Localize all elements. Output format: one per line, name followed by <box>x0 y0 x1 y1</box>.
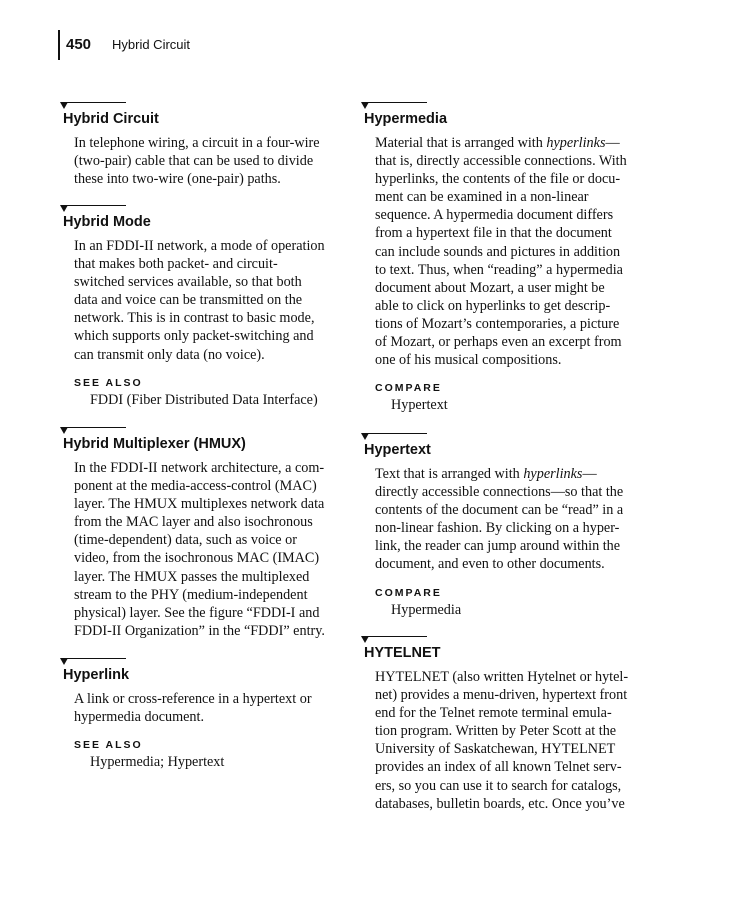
definition-line: data and voice can be transmitted on the <box>74 292 303 309</box>
definition-line: of Mozart, or perhaps even an excerpt from <box>375 334 622 351</box>
entry-term: HYTELNET <box>364 645 441 661</box>
definition-line: link, the reader can jump around within the <box>375 538 621 555</box>
entry-marker-icon <box>361 431 431 441</box>
definition-line: Text that is arranged with hyperlinks— <box>375 466 597 482</box>
definition-line: ment can be examined in a non-linear <box>375 189 589 206</box>
definition-line: tions of Mozart’s contemporaries, a picture <box>375 315 620 332</box>
definition-line: layer. The HMUX multiplexes network data <box>74 496 325 513</box>
definition-line: document, and even to other documents. <box>375 556 605 573</box>
entry-marker-icon <box>361 100 431 110</box>
entry-definition <box>375 465 623 574</box>
entry-hytelnet <box>361 634 628 813</box>
entry-definition <box>74 459 325 640</box>
page-number: 450 <box>66 36 92 53</box>
definition-line: provides an index of all known Telnet serv- <box>375 759 622 776</box>
definition-line: which supports only packet-switching and <box>74 328 314 345</box>
definition-line: sequence. A hypermedia document differs <box>375 207 614 224</box>
definition-line: video, from the isochronous MAC (IMAC) <box>74 550 320 567</box>
entry-hybrid-mode <box>60 203 325 409</box>
definition-line: tion program. Written by Peter Scott at the <box>375 723 617 740</box>
definition-line: In the FDDI-II network architecture, a com- <box>74 460 325 476</box>
definition-line: FDDI-II Organization” in the “FDDI” entry. <box>74 622 325 639</box>
see-also-reference: Hypermedia; Hypertext <box>90 754 225 771</box>
definition-line: directly accessible connections—so that the <box>375 484 624 501</box>
entry-hypermedia <box>361 100 627 414</box>
entry-marker-icon <box>60 100 130 110</box>
definition-line: contents of the document can be “read” in a <box>375 502 624 519</box>
definition-line: able to click on hyperlinks to get descrip- <box>375 297 611 314</box>
entry-definition <box>74 690 312 726</box>
definition-line: that makes both packet- and circuit- <box>74 256 278 273</box>
entry-marker-icon <box>60 656 130 666</box>
definition-line: net) provides a menu-driven, hypertext front <box>375 687 628 704</box>
entry-marker-icon <box>361 634 431 644</box>
entry-definition <box>375 668 628 813</box>
definition-line: University of Saskatchewan, HYTELNET <box>375 741 616 758</box>
entry-marker-icon <box>60 425 130 435</box>
compare-label: COMPARE <box>375 382 442 395</box>
entry-marker-icon <box>60 203 130 213</box>
definition-line: can include sounds and pictures in addition <box>375 243 621 260</box>
definition-line: can transmit only data (no voice). <box>74 346 265 363</box>
definition-line: HYTELNET (also written Hytelnet or hytel- <box>375 669 629 685</box>
header-rule <box>58 30 60 60</box>
definition-line: to text. Thus, when “reading” a hypermedia <box>375 261 623 278</box>
italic-term: hyperlinks <box>523 466 583 482</box>
entry-definition <box>375 134 627 369</box>
definition-line: that is, directly accessible connections. With <box>375 153 627 170</box>
definition-line: stream to the PHY (medium-independent <box>74 586 308 603</box>
definition-line: physical) layer. See the figure “FDDI-I and <box>74 604 320 621</box>
definition-line: databases, bulletin boards, etc. Once you’ve <box>375 795 625 812</box>
definition-line: hypermedia document. <box>74 709 205 726</box>
definition-line: Material that is arranged with hyperlinks— <box>375 135 620 151</box>
definition-line: ponent at the media-access-control (MAC) <box>74 478 317 495</box>
entry-hybrid-multiplexer <box>60 425 325 640</box>
entry-term: Hybrid Multiplexer (HMUX) <box>63 436 246 452</box>
definition-line: network. This is in contrast to basic mode, <box>74 310 315 327</box>
entry-term: Hyperlink <box>63 667 130 683</box>
compare-label: COMPARE <box>375 586 442 599</box>
definition-line: from a hypertext file in that the document <box>375 225 612 242</box>
entry-hyperlink <box>60 656 312 771</box>
see-also-label: SEE ALSO <box>74 376 143 389</box>
compare-reference: Hypermedia <box>391 601 462 618</box>
see-also-label: SEE ALSO <box>74 739 143 752</box>
italic-term: hyperlinks <box>546 135 606 151</box>
definition-line: A link or cross-reference in a hypertext or <box>74 691 312 707</box>
definition-line: layer. The HMUX passes the multiplexed <box>74 568 310 585</box>
definition-line: document about Mozart, a user might be <box>375 279 605 296</box>
definition-line: In an FDDI-II network, a mode of operation <box>74 238 325 254</box>
definition-line: hyperlinks, the contents of the file or docu- <box>375 171 621 188</box>
entry-term: Hypermedia <box>364 111 448 127</box>
definition-line: (two-pair) cable that can be used to divide <box>74 153 314 170</box>
definition-line: from the MAC layer and also isochronous <box>74 514 313 531</box>
entry-term: Hypertext <box>364 442 431 458</box>
definition-line: In telephone wiring, a circuit in a four-wire <box>74 135 320 151</box>
entry-hypertext <box>361 431 623 619</box>
definition-line: ers, so you can use it to search for catalogs, <box>375 777 622 794</box>
definition-line: non-linear fashion. By clicking on a hyper- <box>375 520 620 537</box>
definition-line: these into two-wire (one-pair) paths. <box>74 171 281 188</box>
entry-term: Hybrid Mode <box>63 214 151 230</box>
compare-reference: Hypertext <box>391 397 448 414</box>
definition-line: end for the Telnet remote terminal emula- <box>375 705 612 722</box>
definition-line: one of his musical compositions. <box>375 352 562 369</box>
running-title: Hybrid Circuit <box>112 37 191 52</box>
definition-line: switched services available, so that both <box>74 274 302 291</box>
entry-definition <box>74 237 325 364</box>
see-also-reference: FDDI (Fiber Distributed Data Interface) <box>90 391 318 408</box>
entry-hybrid-circuit <box>60 100 320 188</box>
definition-line: (time-dependent) data, such as voice or <box>74 532 297 549</box>
entry-definition <box>74 134 320 188</box>
entry-term: Hybrid Circuit <box>63 111 159 127</box>
